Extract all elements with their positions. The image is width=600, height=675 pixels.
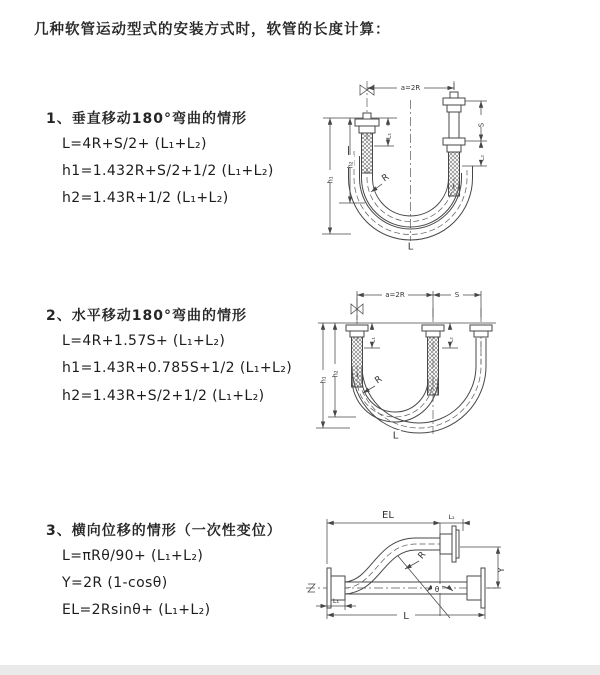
section-1-formula-l: L=4R+S/2+ (L₁+L₂) xyxy=(62,136,207,152)
dimension-h1 xyxy=(322,118,351,234)
dim-a2r-label: a=2R xyxy=(385,291,405,299)
centerlines xyxy=(367,81,454,250)
section-2-formula-l: L=4R+1.57S+ (L₁+L₂) xyxy=(62,333,226,349)
dimension-a2r xyxy=(367,82,454,92)
dim-y-label: Y xyxy=(497,567,506,573)
dim-l1-label: L₁ xyxy=(332,597,340,605)
dim-l1-label: L₁ xyxy=(384,132,393,140)
section-3-formula-y: Y=2R (1-cosθ) xyxy=(62,575,168,591)
dim-h2-label: h₂ xyxy=(331,370,340,378)
length-label: L xyxy=(403,611,409,622)
braided-hose xyxy=(362,133,373,173)
dim-el-label: EL xyxy=(382,510,394,521)
dim-a2r-label: a=2R xyxy=(400,84,421,92)
braided-hose xyxy=(449,152,460,196)
page-title: 几种软管运动型式的安装方式时，软管的长度计算： xyxy=(34,22,391,38)
dim-h1-label: h₁ xyxy=(319,376,328,384)
right-flange xyxy=(467,568,485,608)
section-3-heading: 3、横向位移的情形（一次性变位） xyxy=(46,523,282,539)
dim-l2-label: L₂ xyxy=(477,154,486,162)
curved-hose xyxy=(345,538,440,594)
radius-label: R xyxy=(373,374,385,387)
dimension-s xyxy=(433,289,481,299)
left-flange-assembly xyxy=(346,325,368,387)
angle-callout xyxy=(398,556,453,618)
page-bottom-edge xyxy=(0,665,600,675)
dim-l1-label: L₁ xyxy=(369,337,377,343)
left-flange-assembly xyxy=(355,113,379,173)
centerlines xyxy=(357,298,481,434)
diagram-horizontal-180-bend xyxy=(310,282,600,457)
section-2-formula-h2: h2=1.43R+S/2+1/2 (L₁+L₂) xyxy=(62,388,265,404)
diagram-lateral-displacement xyxy=(300,498,600,643)
dim-h2-label: h₂ xyxy=(346,161,355,169)
hose-arcs xyxy=(352,338,486,433)
section-1-formula-h1: h1=1.432R+S/2+1/2 (L₁+L₂) xyxy=(62,163,274,179)
raised-flange xyxy=(440,526,459,562)
angle-label: θ xyxy=(434,585,440,594)
section-2-heading: 2、水平移动180°弯曲的情形 xyxy=(46,308,247,324)
length-label: L xyxy=(407,241,414,253)
dimension-s xyxy=(465,101,487,141)
dim-s-label: S xyxy=(477,122,486,128)
section-3-formula-el: EL=2Rsinθ+ (L₁+L₂) xyxy=(62,602,211,618)
radius-callout xyxy=(405,550,428,569)
dim-s-label: S xyxy=(454,291,460,299)
dim-l2-label: L₂ xyxy=(448,513,455,521)
diagram-vertical-180-bend xyxy=(315,78,600,253)
section-3-formula-l: L=πRθ/90+ (L₁+L₂) xyxy=(62,548,204,564)
right-flange-assembly xyxy=(470,325,492,337)
length-label: L xyxy=(392,430,399,442)
braided-hose xyxy=(428,337,439,395)
radius-label: R xyxy=(380,172,392,185)
middle-flange-assembly xyxy=(422,325,444,395)
radius-label: R xyxy=(416,550,429,562)
dim-l2-label: L₂ xyxy=(447,337,455,343)
dimension-l1 xyxy=(316,597,356,610)
section-1-formula-h2: h2=1.43R+1/2 (L₁+L₂) xyxy=(62,190,229,206)
section-2-formula-h1: h1=1.43R+0.785S+1/2 (L₁+L₂) xyxy=(62,360,293,376)
dim-h1-label: h₁ xyxy=(326,176,335,184)
radius-callout xyxy=(363,374,384,393)
dimension-l xyxy=(327,608,485,622)
braided-hose xyxy=(352,337,363,387)
section-1-heading: 1、垂直移动180°弯曲的情形 xyxy=(46,111,247,127)
dimension-l2 xyxy=(462,141,487,166)
